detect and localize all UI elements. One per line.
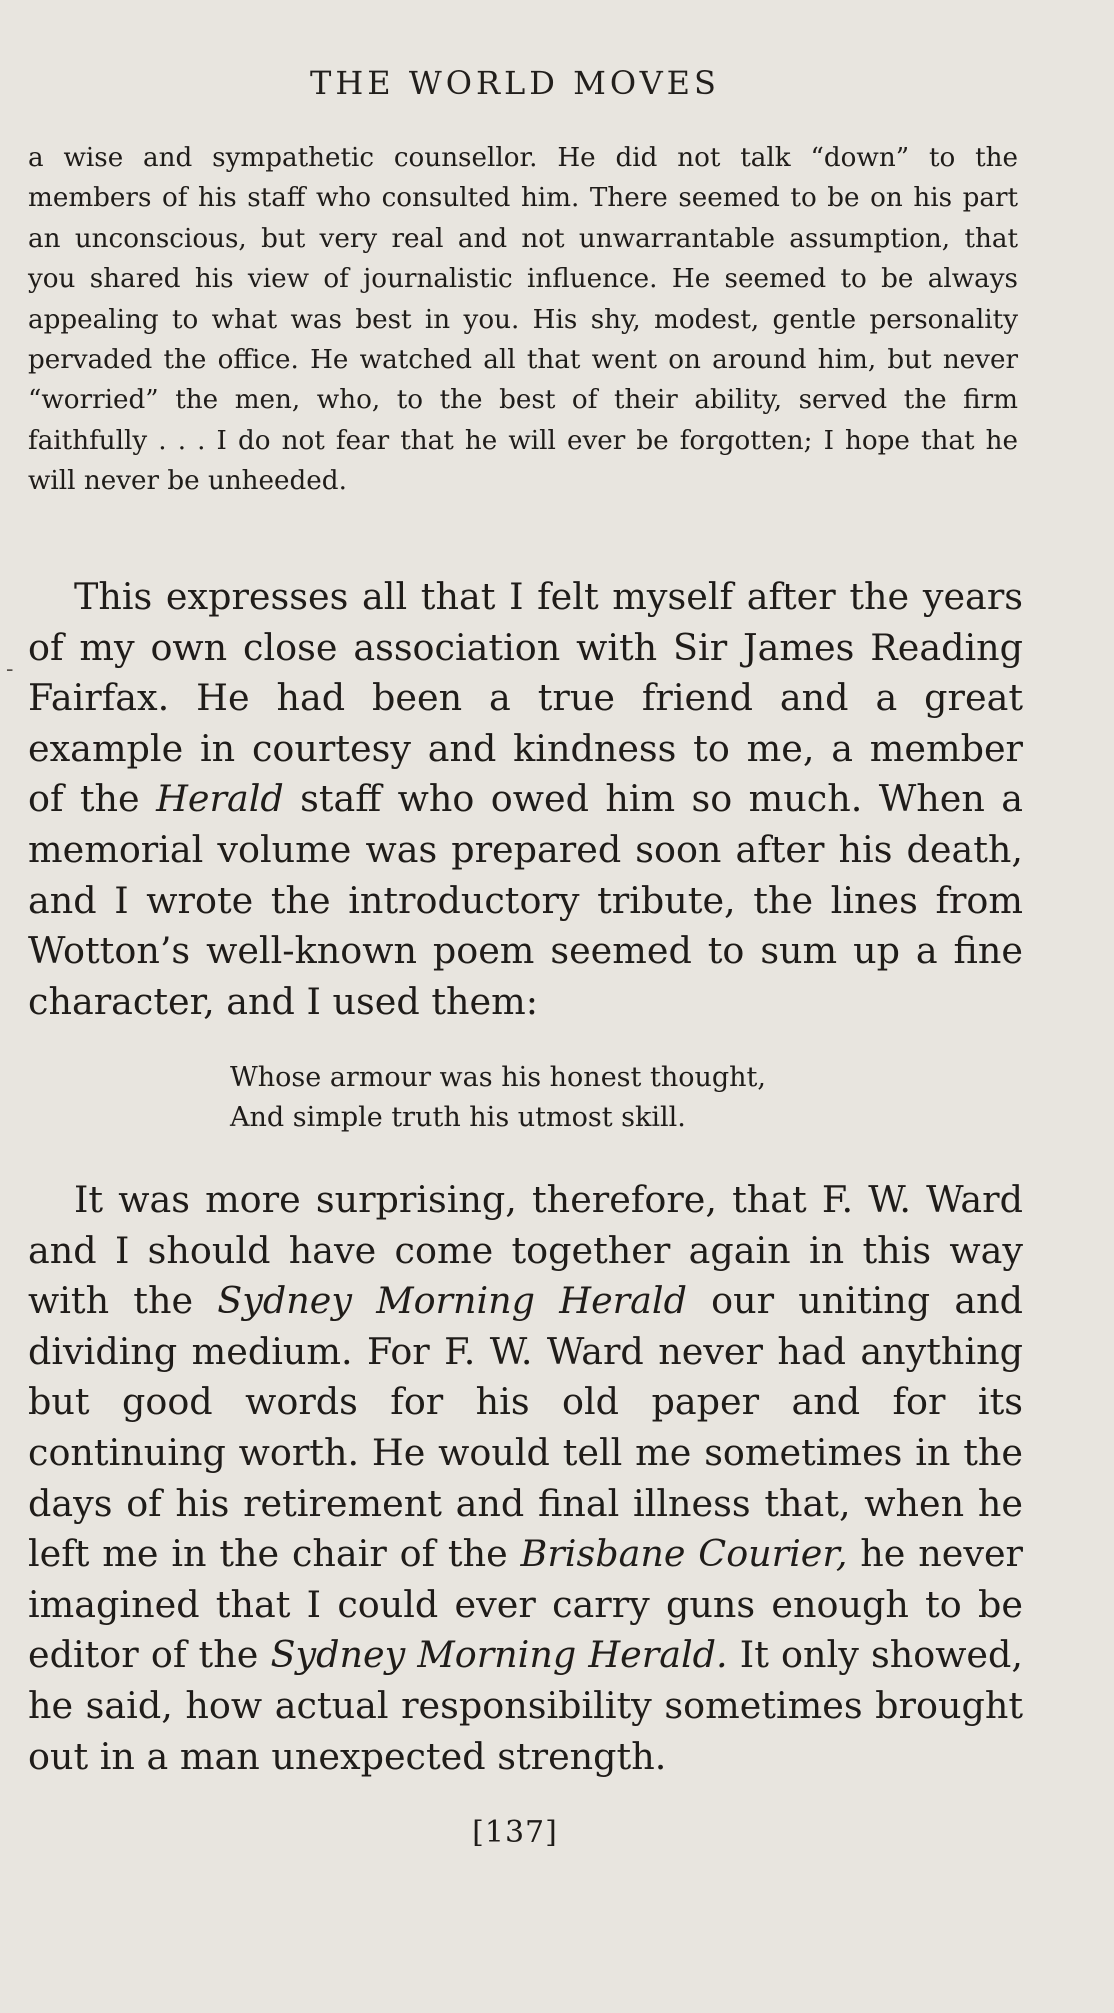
newspaper-title-smh: Sydney Morning Herald	[217, 1279, 687, 1323]
paragraph-2-text	[28, 1175, 1023, 1782]
paragraph-1	[28, 572, 1023, 1027]
paragraph-2	[28, 1175, 1023, 1782]
paragraph-2-segment: It only showed, he said, how actual responsibility sometimes brought out in a man unexpected strength.	[28, 1633, 1023, 1778]
verse-line-2: And simple truth his utmost skill.	[230, 1102, 686, 1133]
quoted-tribute-text: a wise and sympathetic counsellor. He did not talk “down” to the members of his staff who consulted him. There seemed to be on his part an unconscious, but very real and not unwarrantable assumption, that you shared his view of journalistic influence. He seemed to be always appealing to what was best in you. His shy, modest, gentle personality pervaded the office. He watched all that went on around him, but never “worried” the men, who, to the best of their ability, served the firm faithfully . . . I do not fear that he will ever be forgotten; I hope that he will never be unheeded.	[28, 143, 1018, 497]
margin-mark: -	[6, 657, 14, 682]
newspaper-title-courier: Brisbane Courier,	[520, 1532, 848, 1576]
paragraph-1-segment: staff who owed him so much. When a memorial volume was prepared soon after his death, and I wrote the introductory tribute, the lines from Wotton’s well-known poem seemed to sum up a fine character, and I used them:	[28, 777, 1023, 1023]
verse-line-1: Whose armour was his honest thought,	[230, 1062, 766, 1093]
running-head: THE WORLD MOVES	[310, 64, 720, 102]
paragraph-1-text	[28, 572, 1023, 1027]
paragraph-2-segment: he never imagined that I could ever carry guns enough to be editor of the	[28, 1532, 1023, 1677]
paragraph-2-segment: our uniting and dividing medium. For F. W. Ward never had anything but good words for his old paper and for its continuing worth. He would tell me sometimes in the days of his retirement and final illness that, when he left me in the chair of the	[28, 1279, 1024, 1576]
page-number: [137]	[472, 1815, 558, 1850]
paragraph-1-segment: This expresses all that I felt myself after the years of my own close association with Sir James Reading Fairfax. He had been a true friend and a great example in courtesy and kindness to me, a member of the	[28, 575, 1023, 821]
newspaper-title-smh: Sydney Morning Herald.	[270, 1633, 728, 1677]
quoted-tribute	[28, 138, 1018, 502]
newspaper-title-herald: Herald	[156, 777, 284, 821]
verse-quotation	[230, 1058, 766, 1138]
paragraph-2-segment: It was more surprising, therefore, that F. W. Ward and I should have come together again in this way with the	[28, 1178, 1023, 1323]
